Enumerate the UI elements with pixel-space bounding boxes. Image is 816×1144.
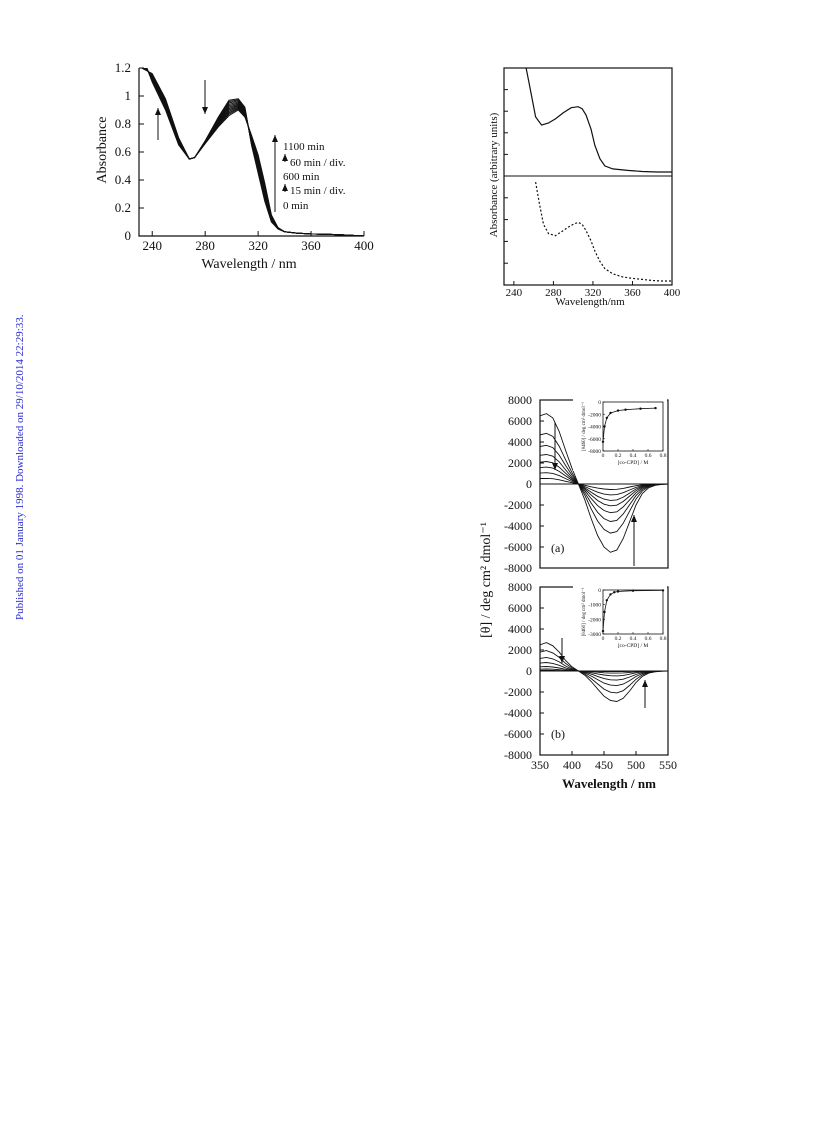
- uv-kinetics-chart: [95, 54, 374, 272]
- p4-arrow-1-head: [642, 680, 648, 687]
- p4-ytick-label: 4000: [508, 622, 532, 636]
- uv-kinetics-xtick-label: 320: [248, 238, 268, 253]
- uv-kinetics-series: [142, 54, 364, 236]
- p4-inset-point: [609, 593, 611, 595]
- p4-xtick-label: 550: [659, 758, 677, 772]
- cd-b-label: (b): [551, 727, 565, 741]
- p3-inset-xlabel: [co-CPD] / M: [617, 460, 649, 466]
- p3-inset-ylabel: [θ460] / deg cm² dmol⁻¹: [582, 402, 587, 451]
- uv-rise-arrow-head: [155, 108, 161, 115]
- uv-kinetics-xtick-label: 400: [354, 238, 374, 253]
- p3-inset-point: [639, 408, 641, 410]
- abs-compare-series: [526, 66, 672, 281]
- p4-xtick-label: 450: [595, 758, 613, 772]
- p4-xtick-label: 350: [531, 758, 549, 772]
- p3-inset-ytick-label: -8000: [588, 449, 601, 455]
- p3-inset-point: [606, 417, 608, 419]
- abs-compare-xtick-label: 360: [624, 287, 641, 299]
- p3-ytick-label: 6000: [508, 414, 532, 428]
- p4-inset-xtick-label: 0.2: [614, 636, 622, 642]
- p4-inset-ytick-label: 0: [598, 588, 601, 594]
- uv-kinetics-xtick-label: 280: [195, 238, 215, 253]
- p4-ytick-label: -4000: [504, 706, 532, 720]
- uv-kinetics-xlabel: Wavelength / nm: [201, 257, 297, 272]
- uv-kinetics-ytick-label: 1: [124, 88, 131, 103]
- cd-shared-ylabel: [θ] / deg cm² dmol⁻¹: [479, 522, 494, 638]
- abs-compare-xtick-label: 240: [505, 287, 523, 299]
- p3-inset-xtick-label: 0.4: [629, 453, 637, 459]
- uv-kinetics-series-line: [142, 68, 364, 236]
- annotation-1100: 1100 min: [283, 141, 325, 153]
- p4-ytick-label: 8000: [508, 580, 532, 594]
- p3-inset-point: [603, 425, 605, 427]
- cd-a-label: (a): [551, 541, 565, 555]
- p3-inset-point: [654, 407, 656, 409]
- p3-inset-point: [602, 441, 604, 443]
- p4-inset-ytick-label: -3000: [588, 632, 601, 638]
- annotation-60div: 60 min / div.: [290, 157, 346, 169]
- p3-inset-point: [624, 409, 626, 411]
- p3-ytick-label: -2000: [504, 498, 532, 512]
- uv-kinetics-xtick-label: 240: [142, 238, 162, 253]
- p4-xtick-label: 500: [627, 758, 645, 772]
- annotation-15div: 15 min / div.: [290, 185, 346, 197]
- p3-ytick-label: 8000: [508, 393, 532, 407]
- uv-15min-arrow-head: [282, 184, 288, 191]
- p4-inset-point: [662, 589, 664, 591]
- p4-ytick-label: -8000: [504, 748, 532, 762]
- p3-ytick-label: 2000: [508, 456, 532, 470]
- p4-ytick-label: 0: [526, 664, 532, 678]
- uv-kinetics-ytick-label: 0.6: [114, 144, 131, 159]
- cd-b-xlabel: Wavelength / nm: [562, 776, 656, 791]
- p3-inset-point: [617, 409, 619, 411]
- p4-inset-ylabel: [θ460] / deg cm² dmol⁻¹: [582, 587, 587, 637]
- uv-kinetics-xtick-label: 360: [301, 238, 321, 253]
- p3-arrow-0-head: [552, 463, 558, 470]
- p3-inset-point: [609, 412, 611, 414]
- p3-ytick-label: -6000: [504, 540, 532, 554]
- annotation-0: 0 min: [283, 200, 309, 212]
- p4-inset-point: [603, 611, 605, 613]
- p4-ytick-label: 6000: [508, 601, 532, 615]
- uv-kinetics-ytick-label: 0.4: [114, 172, 131, 187]
- p4-inset-point: [632, 590, 634, 592]
- p3-inset-xtick-label: 0.8: [659, 453, 667, 459]
- p4-xtick-label: 400: [563, 758, 581, 772]
- p3-ytick-label: -4000: [504, 519, 532, 533]
- p3-inset-xtick-label: 0: [601, 453, 605, 459]
- p4-inset-point: [606, 599, 608, 601]
- uv-kinetics-ylabel: Absorbance: [95, 116, 110, 184]
- p4-inset-xtick-label: 0.4: [629, 636, 637, 642]
- publication-note: Published on 01 January 1998. Downloaded on 29/10/2014 22:29:33.: [14, 314, 26, 620]
- uv-kinetics-axes: [139, 68, 364, 236]
- p4-inset-point: [613, 591, 615, 593]
- p3-ytick-label: 0: [526, 477, 532, 491]
- p4-ytick-label: 2000: [508, 643, 532, 657]
- abs-compare-chart: [488, 66, 681, 308]
- uv-kinetics-ytick-label: 0.2: [114, 200, 131, 215]
- abs-compare-xtick-label: 280: [545, 287, 562, 299]
- uv-kinetics-ytick-label: 0: [124, 228, 131, 243]
- abs-compare-lower-line: [536, 182, 672, 281]
- p3-inset-ytick-label: 0: [598, 400, 601, 406]
- abs-compare-upper-line: [526, 66, 672, 172]
- p4-inset-xtick-label: 0.8: [659, 636, 667, 642]
- cd-a-chart: [504, 393, 668, 575]
- cd-b-chart: [504, 580, 677, 791]
- abs-compare-xtick-label: 320: [584, 287, 602, 299]
- p3-inset-ytick-label: -2000: [588, 412, 601, 419]
- annotation-600: 600 min: [283, 171, 320, 183]
- uv-kinetics-ytick-label: 0.8: [114, 116, 131, 131]
- abs-compare-ylabel: Absorbance (arbitrary units): [488, 112, 500, 238]
- p3-ytick-label: 4000: [508, 435, 532, 449]
- p4-inset-xtick-label: 0: [601, 636, 605, 642]
- abs-compare-xtick-label: 400: [663, 287, 681, 299]
- uv-kinetics-ytick-label: 1.2: [114, 60, 131, 75]
- p4-inset-xlabel: [co-CPD] / M: [617, 643, 649, 649]
- p3-inset-xtick-label: 0.2: [614, 453, 622, 459]
- p3-ytick-label: -8000: [504, 561, 532, 575]
- p4-inset-point: [602, 630, 604, 632]
- p4-inset-ytick-label: -1000: [588, 602, 601, 609]
- p3-inset-ytick-label: -4000: [588, 424, 601, 431]
- p3-inset-xtick-label: 0.6: [644, 453, 652, 459]
- uv-drop-arrow-head: [202, 107, 208, 114]
- abs-compare-xlabel: Wavelength/nm: [555, 296, 625, 308]
- p3-inset-ytick-label: -6000: [588, 436, 601, 443]
- p4-inset-point: [617, 590, 619, 592]
- p4-inset-xtick-label: 0.6: [644, 636, 652, 642]
- uv-time-arrow-head: [272, 135, 278, 142]
- p4-inset-ytick-label: -2000: [588, 617, 601, 624]
- p4-ytick-label: -6000: [504, 727, 532, 741]
- uv-60min-arrow-head: [282, 154, 288, 161]
- p4-ytick-label: -2000: [504, 685, 532, 699]
